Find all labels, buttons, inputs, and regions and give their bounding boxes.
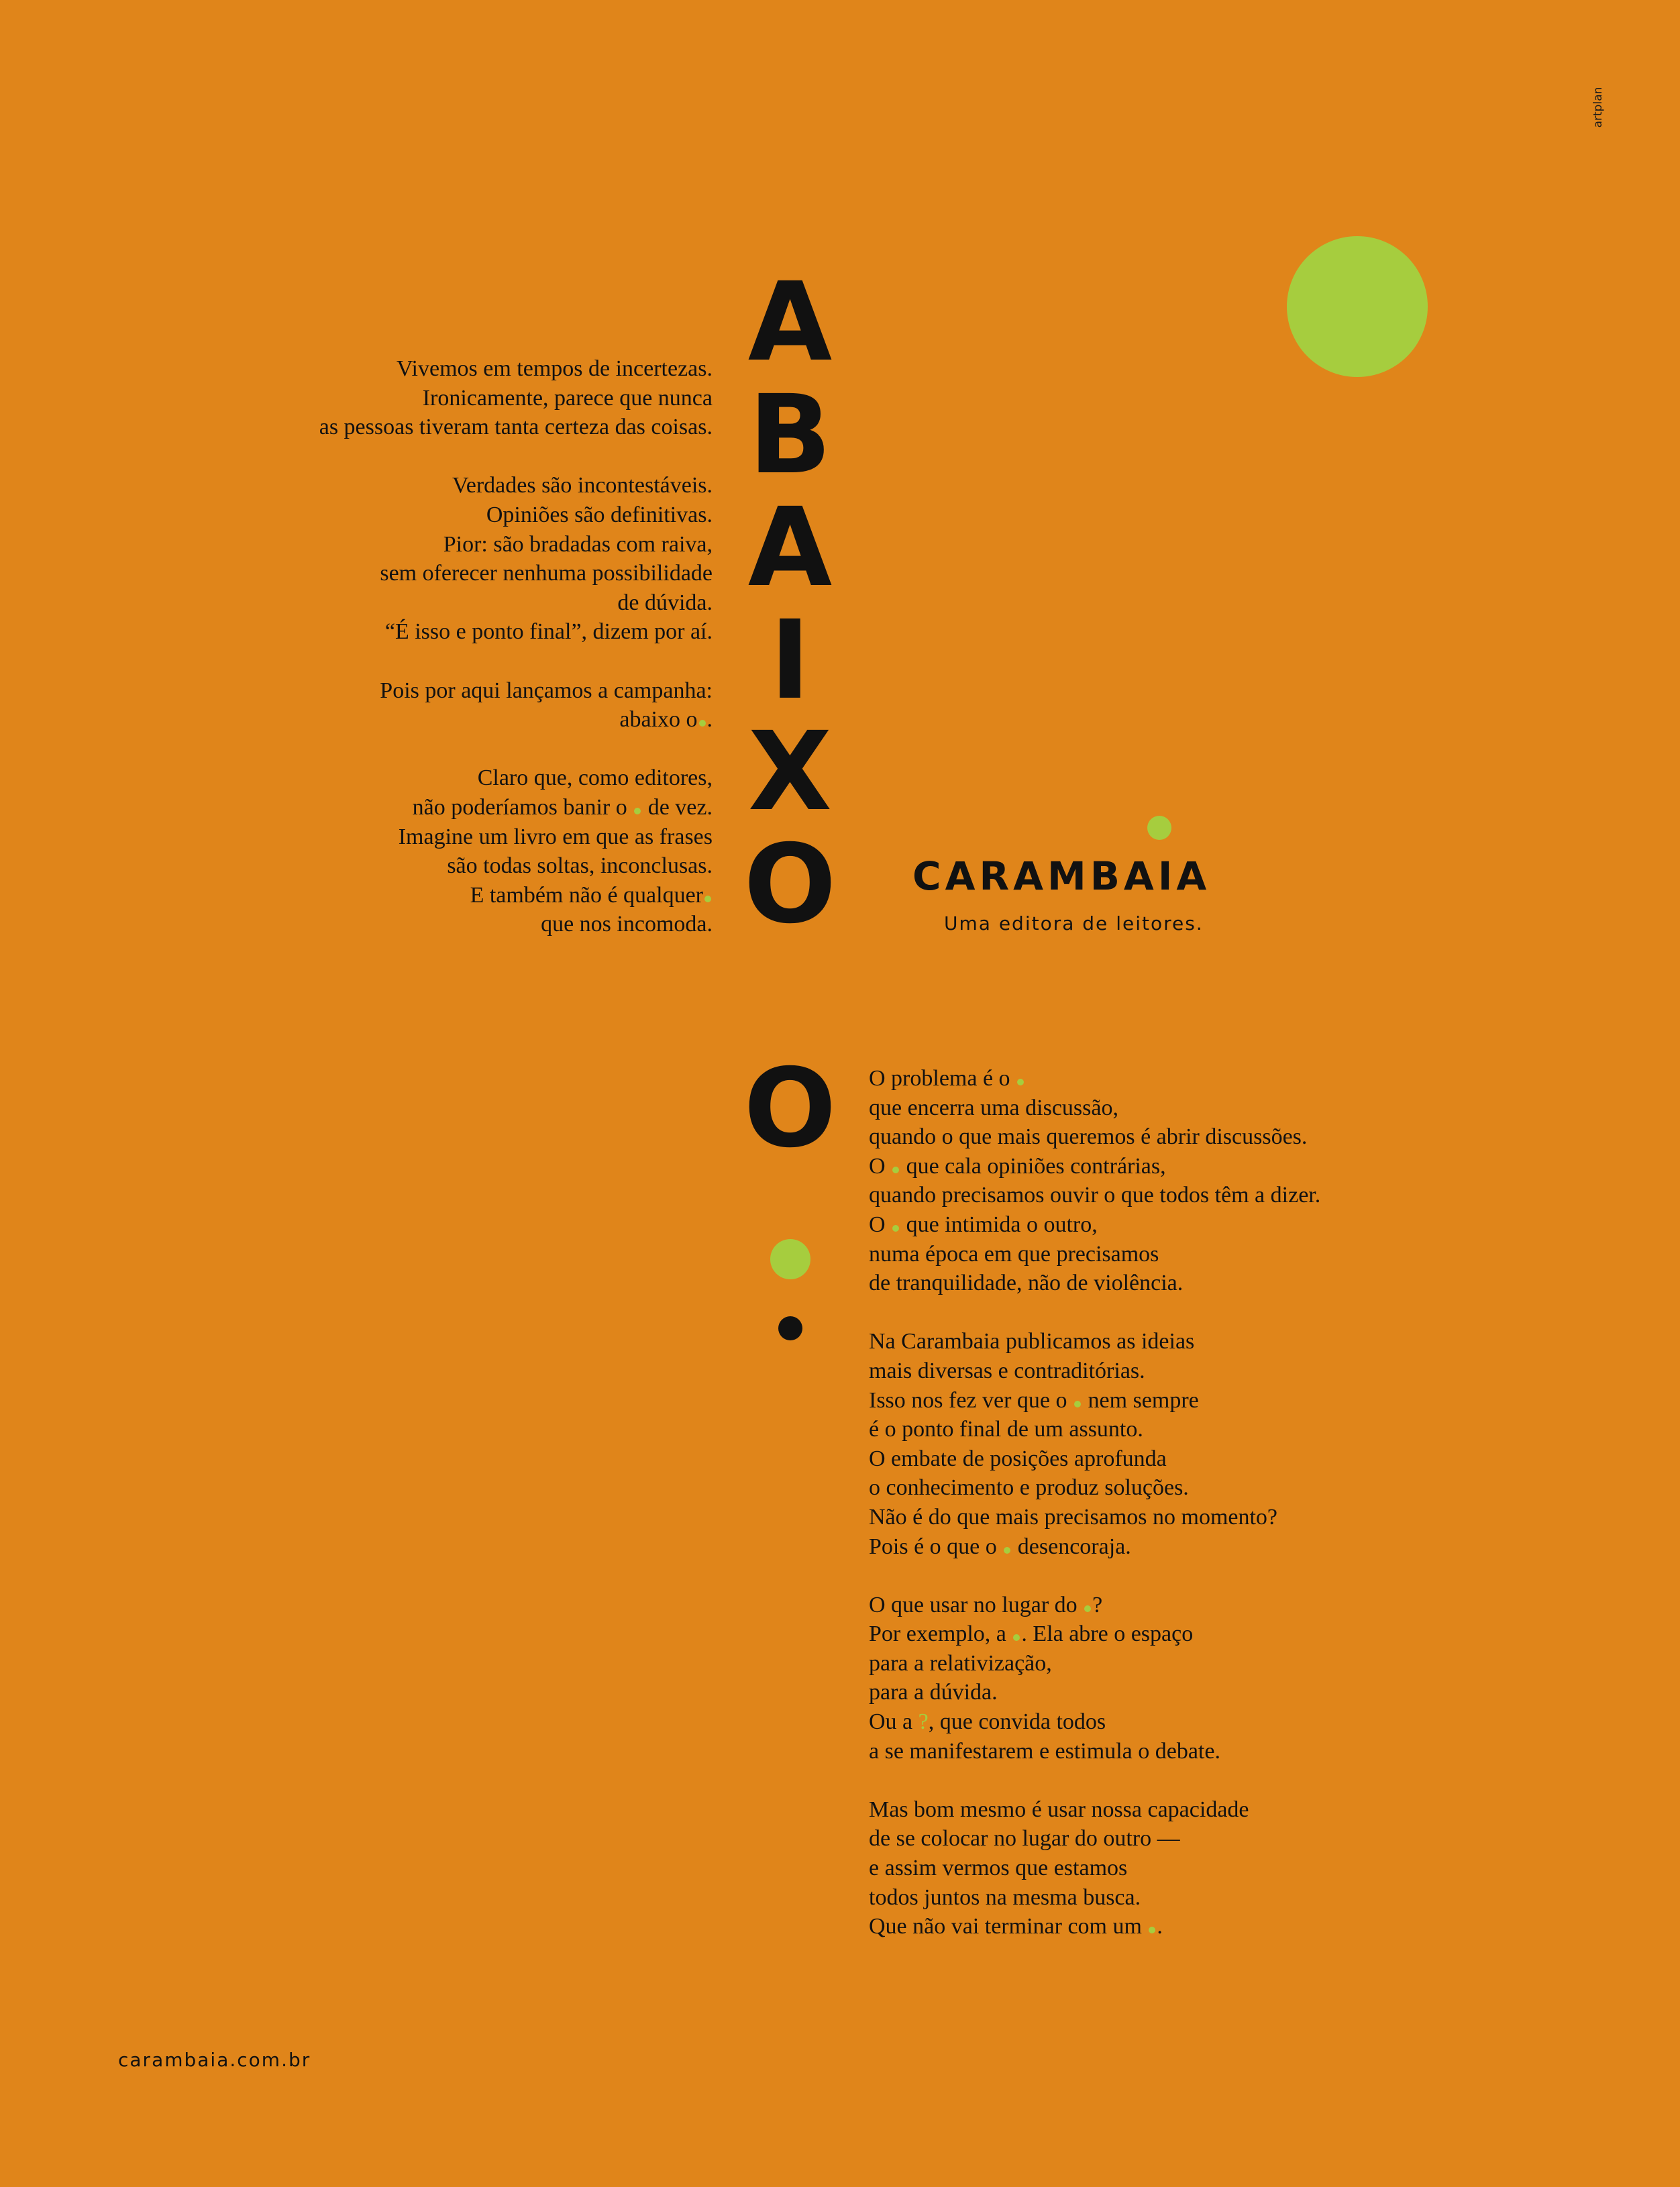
text-line: O que cala opiniões contrárias, [869,1153,1166,1179]
green-question-mark-icon: ? [918,1709,929,1735]
text-line: quando precisamos ouvir o que todos têm a dizer. [869,1183,1321,1208]
text-line: para a relativização, [869,1650,1052,1676]
headline-letter: O [743,822,837,948]
text-line: todos juntos na mesma busca. [869,1884,1141,1910]
green-dot-icon [1017,1079,1024,1085]
intro-paragraph [109,471,713,647]
brand-logo: CARAMBAIA [912,853,1211,899]
text-line: O embate de posições aprofunda [869,1446,1167,1471]
intro-text [109,354,713,939]
text-line: Vivemos em tempos de incertezas. [397,356,713,381]
text-line: Não é do que mais precisamos no momento? [869,1504,1278,1530]
colon-black-dot [778,1316,802,1340]
headline-letter: A [747,485,833,611]
text-line: Pois por aqui lançamos a campanha: [380,678,713,703]
headline-letter: A [747,260,833,386]
green-dot-icon [699,720,706,727]
body-text [869,1064,1473,1941]
website-url[interactable]: carambaia.com.br [118,2049,311,2071]
text-line: abaixo o . [619,707,713,733]
intro-paragraph [109,763,713,939]
text-line: mais diversas e contraditórias. [869,1358,1145,1383]
green-comma-icon [1013,1634,1020,1641]
green-dot-icon [892,1225,899,1232]
text-line: Que não vai terminar com um . [869,1914,1163,1939]
text-line: que nos incomoda. [541,912,713,937]
text-line: Pois é o que o desencoraja. [869,1534,1131,1559]
text-line: “É isso e ponto final”, dizem por aí. [384,619,713,645]
green-dot-icon [1074,1401,1081,1407]
logo-green-dot [1147,816,1171,840]
green-dot-icon [634,808,641,814]
text-line: Verdades são incontestáveis. [452,473,713,498]
decorative-green-circle [1287,236,1428,377]
text-line: Na Carambaia publicamos as ideias [869,1329,1195,1354]
headline-letter: B [748,372,832,498]
intro-paragraph [109,354,713,442]
headline-letter: I [770,598,810,724]
text-line: quando o que mais queremos é abrir discussões. [869,1124,1308,1150]
text-line: Mas bom mesmo é usar nossa capacidade [869,1797,1249,1822]
headline-letter: O [743,1046,837,1172]
body-paragraph [869,1327,1473,1561]
green-dot-icon [1004,1547,1010,1554]
text-line: a se manifestarem e estimula o debate. [869,1738,1220,1764]
text-line: O problema é o [869,1064,1473,1094]
text-line: numa época em que precisamos [869,1241,1159,1267]
text-line: sem oferecer nenhuma possibilidade [380,561,713,586]
body-paragraph [869,1795,1473,1941]
text-line: as pessoas tiveram tanta certeza das coisas. [319,415,713,440]
intro-paragraph [109,676,713,735]
text-line: é o ponto final de um assunto. [869,1417,1143,1442]
text-line: Ironicamente, parece que nunca [422,385,713,411]
text-line: o conhecimento e produz soluções. [869,1475,1189,1501]
text-line: Isso nos fez ver que o nem sempre [869,1387,1199,1413]
text-line: e assim vermos que estamos [869,1856,1128,1881]
text-line: O que usar no lugar do ? [869,1592,1103,1617]
body-paragraph [869,1064,1473,1298]
green-dot-icon [1149,1927,1155,1933]
text-line: Imagine um livro em que as frases [398,824,713,849]
text-line: E também não é qualquer [109,881,713,910]
headline-letter: X [748,709,832,835]
text-line: Ou a ?, que convida todos [869,1709,1106,1735]
text-line: de se colocar no lugar do outro — [869,1826,1180,1852]
green-dot-icon [892,1167,899,1173]
green-dot-icon [1084,1605,1091,1612]
text-line: Por exemplo, a . Ela abre o espaço [869,1621,1194,1647]
text-line: O que intimida o outro, [869,1212,1098,1237]
text-line: não poderíamos banir o de vez. [412,794,713,820]
text-line: Claro que, como editores, [477,765,713,791]
green-dot-icon [704,896,711,902]
body-paragraph [869,1591,1473,1766]
agency-credit: artplan [1591,87,1605,128]
text-line: Pior: são bradadas com raiva, [443,531,713,557]
colon-green-dot [770,1239,810,1279]
text-line: de tranquilidade, não de violência. [869,1271,1184,1296]
brand-tagline: Uma editora de leitores. [944,912,1204,935]
text-line: Opiniões são definitivas. [486,502,713,527]
text-line: para a dúvida. [869,1680,998,1705]
text-line: são todas soltas, inconclusas. [447,853,713,879]
text-line: de dúvida. [617,590,713,615]
text-line: que encerra uma discussão, [869,1095,1118,1120]
